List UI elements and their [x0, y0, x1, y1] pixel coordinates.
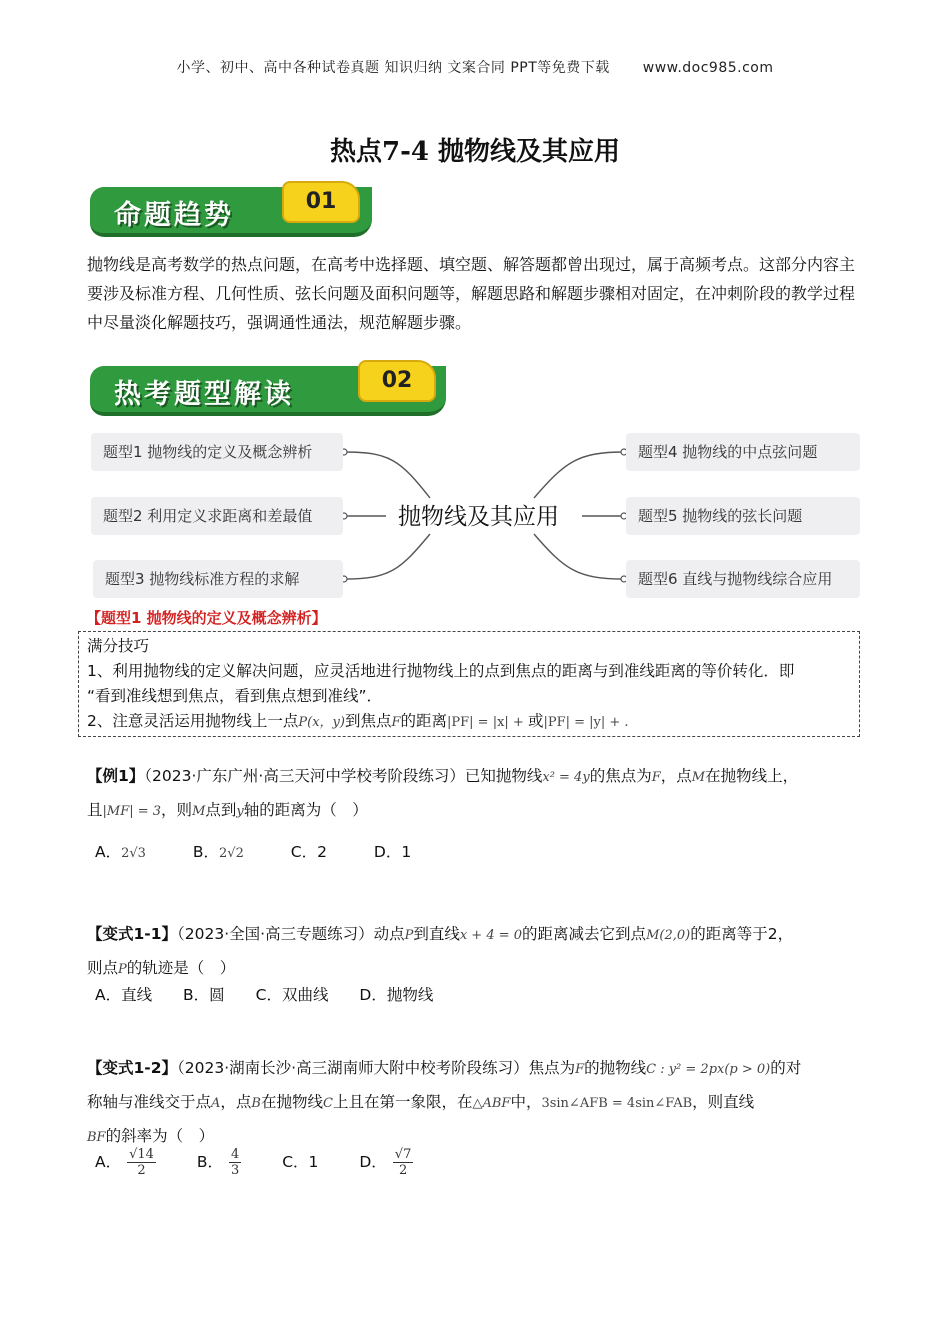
header-text: 小学、初中、高中各种试卷真题 知识归纳 文案合同 PPT等免费下载: [176, 60, 610, 76]
option-d[interactable]: D．1: [373, 843, 412, 861]
variant-1-2: [87, 1052, 877, 1154]
variant-1-1-options: [95, 983, 433, 1005]
tips-line-2: 2、注意灵活运用抛物线上一点P(x，y)到焦点F的距离|PF| = |x| + 或|PF| = |y| + .: [87, 712, 629, 730]
variant-1-2-line-1: 【变式1-2】（2023·湖南长沙·高三湖南师大附中校考阶段练习）焦点为F的抛物线C : y² = 2px(p > 0)的对: [87, 1059, 802, 1077]
example-1: [87, 760, 877, 828]
page-header: [0, 57, 950, 77]
banner-hot-types: [90, 360, 450, 416]
variant-1-1-line-1: 【变式1-1】（2023·全国·高三专题练习）动点P到直线x + 4 = 0的距离减去它到点M(2,0)的距离等于2，: [87, 925, 794, 943]
banner-trend-number: 01: [282, 181, 360, 223]
section-type-1-heading: 【题型1 抛物线的定义及概念辨析】: [86, 609, 327, 627]
distance-formula-y: |PF| = |y| + .: [543, 715, 629, 730]
variant-1-2-options: [95, 1147, 413, 1178]
variant-1-1-label: 【变式1-1】: [87, 925, 178, 943]
variant-1-1: [87, 918, 877, 986]
option-c[interactable]: C．2: [290, 843, 327, 861]
example-1-line-1: 【例1】（2023·广东广州·高三天河中学校考阶段练习）已知抛物线x² = 4y的焦点为F，点M在抛物线上，: [87, 767, 799, 785]
banner-trend: [90, 181, 374, 237]
variant-1-2-line-3: BF的斜率为（ ）: [87, 1127, 215, 1145]
mindmap-type-1: 题型1 抛物线的定义及概念辨析: [91, 433, 343, 471]
header-url[interactable]: www.doc985.com: [642, 60, 774, 76]
option-b[interactable]: B．2√2: [192, 843, 244, 861]
variant-1-1-line-2: 则点P的轨迹是（ ）: [87, 959, 236, 977]
option-a[interactable]: A．直线: [95, 986, 153, 1004]
option-b[interactable]: B． $\frac{4}{3}$: [196, 1147, 240, 1178]
banner-hot-types-label: 热考题型解读: [114, 379, 294, 410]
intro-paragraph: 抛物线是高考数学的热点问题，在高考中选择题、填空题、解答题都曾出现过，属于高频考点。这部分内容主要涉及标准方程、几何性质、弦长问题及面积问题等，解题思路和解题步骤相对固定，在冲刺阶段的教学过程中尽量淡化解题技巧，强调通性通法，规范解题步骤。: [87, 255, 856, 332]
tips-line-1a: 1、利用抛物线的定义解决问题，应灵活地进行抛物线上的点到焦点的距离与到准线距离的等价转化．即: [87, 662, 795, 680]
example-1-line-2: 且|MF| = 3，则M点到y轴的距离为（ ）: [87, 801, 368, 819]
example-1-label: 【例1】: [87, 767, 145, 785]
mindmap-type-4: 题型4 抛物线的中点弦问题: [626, 433, 860, 471]
mindmap-type-2: 题型2 利用定义求距离和差最值: [91, 497, 343, 535]
banner-hot-types-number: 02: [358, 360, 436, 402]
option-a[interactable]: A． $\frac{√14}{2}$: [95, 1147, 154, 1178]
mindmap-type-5: 题型5 抛物线的弦长问题: [626, 497, 860, 535]
option-a[interactable]: A．2√3: [95, 843, 146, 861]
variant-1-2-label: 【变式1-2】: [87, 1059, 178, 1077]
point-p-formula: P(x，y): [298, 715, 345, 730]
option-c[interactable]: C．双曲线: [255, 986, 329, 1004]
option-b[interactable]: B．圆: [183, 986, 225, 1004]
tips-title: 满分技巧: [87, 637, 150, 655]
mindmap-type-6: 题型6 直线与抛物线综合应用: [626, 560, 860, 598]
option-d[interactable]: D．抛物线: [359, 986, 434, 1004]
example-1-options: [95, 840, 411, 862]
variant-1-2-line-2: 称轴与准线交于点A，点B在抛物线C上且在第一象限，在△ABF中，3sin∠AFB = 4sin∠FAB，则直线: [87, 1093, 755, 1111]
mindmap-type-3: 题型3 抛物线标准方程的求解: [93, 560, 343, 598]
tips-line-1b: “看到准线想到焦点，看到焦点想到准线”．: [87, 687, 383, 705]
option-d[interactable]: D． $\frac{√7}{2}$: [359, 1147, 412, 1178]
mindmap-center: 抛物线及其应用: [398, 504, 559, 530]
tips-box: [78, 631, 860, 737]
banner-trend-label: 命题趋势: [114, 200, 234, 231]
distance-formula-x: |PF| = |x| +: [447, 715, 528, 730]
option-c[interactable]: C．1: [282, 1153, 319, 1171]
page-title: 热点7-4 抛物线及其应用: [329, 137, 621, 167]
